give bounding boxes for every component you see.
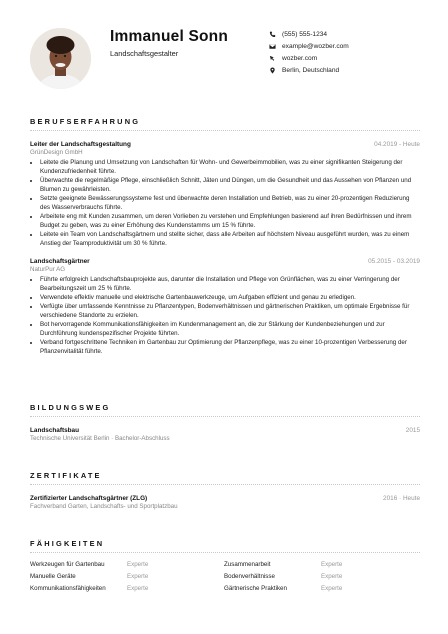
bullet-item: • Verfügte über umfassende Kenntnisse zu Pflanzentypen, Bodenverhältnissen und gärtnerischen Praktiken, um optimale Ergebnisse für verschiedene Standorte zu erzielen.	[40, 303, 420, 321]
contact-phone-text: (555) 555-1234	[282, 30, 328, 38]
location-pin-icon	[268, 66, 277, 75]
skills-section	[30, 539, 420, 592]
job-bullets	[30, 276, 420, 357]
bullet-item: • Führte erfolgreich Landschaftsbauprojekte aus, darunter die Installation und Pflege von Grünflächen, was zu einer Verringerung der Bearbeitungszeit um 25 % führte.	[40, 276, 420, 294]
contact-location-text: Berlin, Deutschland	[282, 67, 340, 75]
skill-level: Experte	[321, 585, 343, 592]
education-section	[30, 403, 420, 442]
candidate-title: Landschaftsgestalter	[110, 49, 179, 58]
job-company: GrünDesign GmbH	[30, 149, 83, 156]
bullet-item: • Verband fortgeschrittene Techniken im Gartenbau zur Optimierung der Pflanzenpflege, was zu einer 10-prozentigen Verbesserung der Pflanzenvitalität führte.	[40, 339, 420, 357]
contact-website[interactable]	[268, 52, 349, 64]
skill-level: Experte	[127, 573, 149, 580]
certificate-date: 2016 · Heute	[383, 495, 420, 502]
phone-icon	[268, 30, 277, 39]
school-name: Technische Universität Berlin · Bachelor-Abschluss	[30, 435, 170, 442]
contact-email-text: example@wozber.com	[282, 42, 349, 50]
degree-name: Landschaftsbau	[30, 427, 80, 434]
section-divider	[30, 130, 420, 131]
bullet-item: • Überwachte die regelmäßige Pflege, einschließlich Schnitt, Jäten und Düngen, um die Gesundheit und das Aussehen von Pflanzen und Blumen zu gewährleisten.	[40, 177, 420, 195]
certificate-entry	[30, 495, 420, 510]
skills-grid	[30, 561, 420, 592]
contact-email[interactable]	[268, 40, 349, 52]
skill-name: Bodenverhältnisse	[224, 573, 275, 580]
certificate-name: Zertifizierter Landschaftsgärtner (ZLG)	[30, 495, 148, 502]
contact-website-text: wozber.com	[282, 54, 318, 62]
skill-name: Zusammenarbeit	[224, 561, 271, 568]
section-title: BILDUNGSWEG	[30, 403, 111, 412]
bullet-item: • Arbeitete eng mit Kunden zusammen, um deren Vorlieben zu verstehen und Empfehlungen basierend auf ihren Bedürfnissen und ihrem Budget zu geben, was zu einer Erhöhung des Kundenstamms um 15 % führte.	[40, 213, 420, 231]
mail-icon	[268, 42, 277, 51]
job-entry	[30, 141, 420, 249]
education-date: 2015	[405, 427, 420, 434]
section-title: ZERTIFIKATE	[30, 471, 102, 480]
skill-level: Experte	[321, 561, 343, 568]
bullet-item: • Leitete ein Team von Landschaftsgärtnern und stellte sicher, dass alle Arbeiten auf höchstem Niveau ausgeführt wurden, was zu einem Anstieg der Teamproduktivität um 30 % führte.	[40, 231, 420, 249]
resume-header	[0, 0, 448, 108]
skill-name: Gärtnerische Praktiken	[224, 585, 287, 592]
candidate-name: Immanuel Sonn	[110, 28, 229, 45]
contact-location	[268, 65, 349, 77]
contact-list	[268, 28, 349, 77]
job-entry	[30, 258, 420, 357]
job-bullets	[30, 159, 420, 249]
experience-section	[30, 117, 420, 357]
certificates-section	[30, 471, 420, 510]
bullet-item: • Verwendete effektiv manuelle und elektrische Gartenbauwerkzeuge, um Aufgaben effizient und genau zu erledigen.	[40, 294, 420, 303]
skill-level: Experte	[127, 585, 149, 592]
job-role: Landschaftsgärtner	[30, 257, 90, 265]
education-entry	[30, 427, 420, 442]
job-role: Leiter der Landschaftsgestaltung	[30, 141, 131, 148]
profile-photo	[30, 28, 91, 89]
skill-name: Kommunikationsfähigkeiten	[30, 585, 106, 592]
link-icon	[268, 54, 277, 63]
section-title: BERUFSERFAHRUNG	[30, 117, 141, 126]
section-divider	[30, 416, 420, 417]
section-divider	[30, 552, 420, 553]
bullet-item: • Leitete die Planung und Umsetzung von Landschaften für Wohn- und Gewerbeimmobilien, was zu einer signifikanten Steigerung der Kundenzufriedenheit führte.	[40, 159, 420, 177]
section-divider	[30, 484, 420, 485]
job-company: NaturPur AG	[30, 265, 66, 273]
section-title: FÄHIGKEITEN	[30, 539, 105, 548]
bullet-item: • Bot hervorragende Kommunikationsfähigkeiten im Kundenmanagement an, die zur Stärkung der Kundenbeziehungen und zur Durchführung kundenspezifischer Projekte führten.	[40, 321, 420, 339]
job-date: 05.2015 - 03.2019	[368, 257, 420, 265]
contact-phone	[268, 28, 349, 40]
skill-name: Manuelle Geräte	[30, 573, 76, 580]
certificate-issuer: Fachverband Garten, Landschafts- und Sportplatzbau	[30, 503, 178, 510]
skill-level: Experte	[127, 561, 149, 568]
skill-level: Experte	[321, 573, 343, 580]
skill-name: Werkzeugen für Gartenbau	[30, 561, 105, 568]
job-date: 04.2019 - Heute	[374, 141, 420, 148]
bullet-item: • Setzte geeignete Bewässerungssysteme fest und überwachte deren Installation und Betrieb, was zu einer 20-prozentigen Reduzierung des Wasserverbrauchs führte.	[40, 195, 420, 213]
